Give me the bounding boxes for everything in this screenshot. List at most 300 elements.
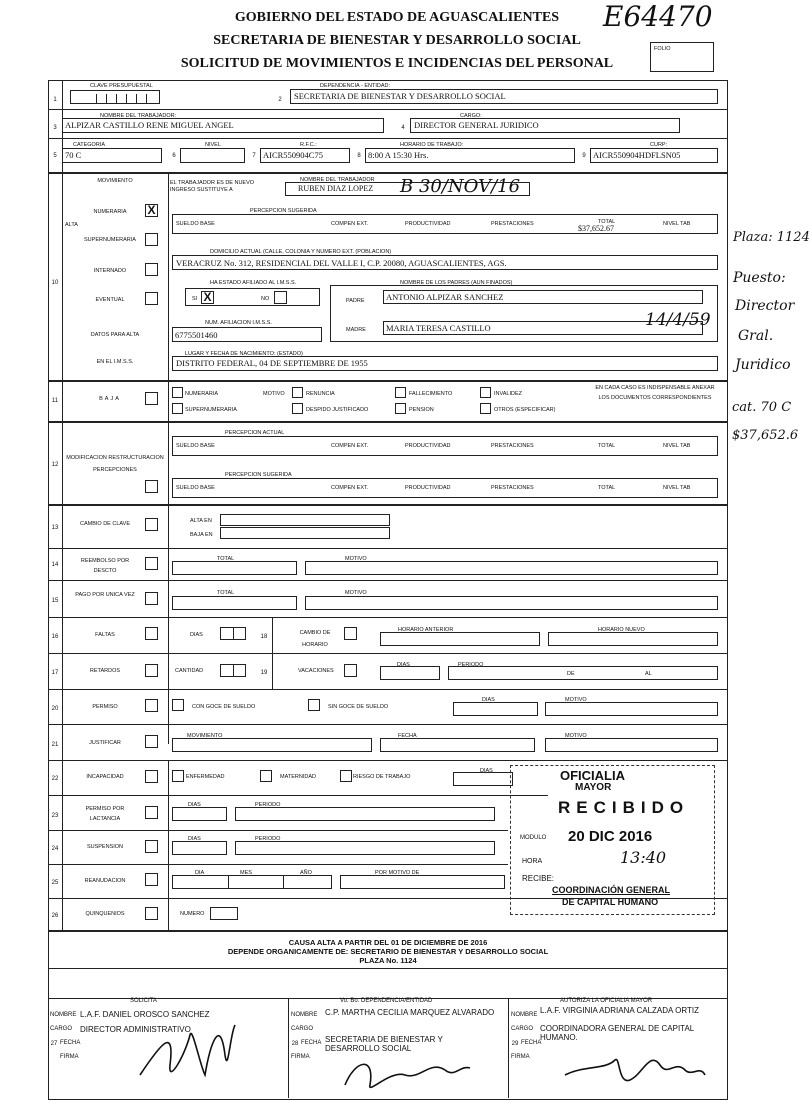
- divider: [48, 138, 728, 139]
- cargo-field[interactable]: [410, 118, 680, 133]
- faltas-dias-field[interactable]: [220, 627, 246, 640]
- cambio-horario-label: CAMBIO DE HORARIO: [299, 630, 331, 648]
- percepcion-sugerida-box[interactable]: [172, 214, 718, 234]
- stamp-recibe: RECIBE:: [522, 874, 555, 883]
- divider: [168, 505, 169, 548]
- divider: [48, 930, 728, 932]
- suspension-dias-label: DIAS: [188, 836, 201, 842]
- stamp-fecha: 20 DIC 2016: [568, 828, 653, 845]
- sueldo-base-label: SUELDO BASE: [176, 485, 215, 491]
- row-num-7: 7: [252, 153, 256, 159]
- permiso-dias-label: DIAS: [482, 697, 495, 703]
- dependencia-value: SECRETARIA DE BIENESTAR Y DESARROLLO SOCIAL: [294, 91, 506, 101]
- row-num-12: 12: [51, 462, 59, 468]
- causa-line1: CAUSA ALTA A PARTIR DEL 01 DE DICIEMBRE DE 2016: [288, 938, 488, 947]
- curp-field[interactable]: [590, 148, 718, 163]
- incapacidad-label: INCAPACIDAD: [86, 774, 124, 780]
- side-note-juridico: Juridico: [735, 357, 791, 373]
- suspension-periodo-field[interactable]: [235, 841, 495, 855]
- row-num-10: 10: [51, 280, 59, 286]
- permiso-dias-field[interactable]: [453, 702, 538, 716]
- sueldo-base-label: SUELDO BASE: [176, 443, 215, 449]
- reanudacion-fecha-field[interactable]: [172, 875, 332, 889]
- divider: [48, 724, 728, 725]
- percepcion-sugerida-12-box[interactable]: [172, 478, 718, 498]
- row-num-1: 1: [53, 97, 57, 103]
- lactancia-label: PERMISO POR LACTANCIA: [85, 806, 125, 822]
- cambio-clave-checkbox[interactable]: [145, 518, 158, 531]
- s3-nombre-label: NOMBRE: [511, 1012, 538, 1018]
- invalidez-label: INVALIDEZ: [494, 391, 523, 397]
- sustituye-handwritten: B 30/NOV/16: [400, 176, 521, 197]
- clave-presupuestal-field[interactable]: [70, 90, 160, 104]
- con-goce-label: CON GOCE DE SUELDO: [192, 704, 256, 710]
- stamp-recibido: RECIBIDO: [558, 798, 690, 817]
- header-line3: SOLICITUD DE MOVIMIENTOS E INCIDENCIAS DEL PERSONAL: [180, 56, 614, 71]
- nombre-label: NOMBRE DEL TRABAJADOR:: [100, 113, 177, 119]
- row-num-18: 18: [260, 634, 268, 640]
- row-num-9: 9: [582, 153, 586, 159]
- rfc-field[interactable]: [260, 148, 350, 163]
- lactancia-periodo-label: PERIODO: [255, 802, 281, 808]
- riesgo-label: RIESGO DE TRABAJO: [353, 774, 411, 780]
- categoria-label: CATEGORIA: [73, 142, 105, 148]
- lactancia-periodo-field[interactable]: [235, 807, 495, 821]
- divider: [48, 504, 728, 506]
- s3-signature: [560, 1035, 710, 1095]
- divider: [168, 172, 169, 384]
- modificacion-label: MODIFICACION RESTRUCTURACION PERCEPCIONES: [66, 455, 164, 473]
- faltas-dias-label: DIAS: [190, 632, 203, 638]
- lactancia-dias-field[interactable]: [172, 807, 227, 821]
- dependencia-field[interactable]: [290, 89, 718, 104]
- percepcion-actual-label: PERCEPCION ACTUAL: [225, 430, 285, 436]
- row-num-22: 22: [51, 776, 59, 782]
- s1-nombre-value: L.A.F. DANIEL OROSCO SANCHEZ: [80, 1010, 210, 1019]
- horario-nuevo-field[interactable]: [548, 632, 718, 646]
- reembolso-motivo-field[interactable]: [305, 561, 718, 575]
- baja-en-field[interactable]: [220, 527, 390, 539]
- s1-cargo-value: DIRECTOR ADMINISTRATIVO: [80, 1025, 191, 1034]
- s2-cargo-label: CARGO: [291, 1026, 314, 1032]
- permiso-checkbox[interactable]: [145, 699, 158, 712]
- suspension-checkbox[interactable]: [145, 840, 158, 853]
- supernumeraria-checkbox[interactable]: [145, 233, 158, 246]
- divider: [288, 998, 289, 1098]
- curp-label: CURP:: [650, 142, 668, 148]
- folio-box: [650, 42, 714, 72]
- baja-checkbox[interactable]: [145, 392, 158, 405]
- horario-anterior-label: HORARIO ANTERIOR: [398, 627, 454, 633]
- compen-ext-label: COMPEN EXT.: [331, 443, 369, 449]
- divider: [48, 653, 728, 654]
- justificar-label: JUSTIFICAR: [89, 740, 121, 746]
- s2-firma-label: FIRMA: [291, 1054, 310, 1060]
- afiliacion-label: NUM. AFILIACION I.M.S.S.: [205, 320, 272, 326]
- divider: [48, 172, 728, 174]
- enfermedad-label: ENFERMEDAD: [186, 774, 225, 780]
- maternidad-checkbox[interactable]: [260, 770, 272, 782]
- divider: [272, 653, 273, 689]
- s3-nombre-value: L.A.F. VIRGINIA ADRIANA CALZADA ORTIZ: [540, 1006, 700, 1015]
- pago-motivo-field[interactable]: [305, 596, 718, 610]
- alta-en-field[interactable]: [220, 514, 390, 526]
- clave-label: CLAVE PRESUPUESTAL: [90, 83, 153, 89]
- baja-motivo-label: MOTIVO: [263, 391, 285, 397]
- row-num-24: 24: [51, 846, 59, 852]
- pension-label: PENSION: [409, 407, 434, 413]
- suspension-periodo-label: PERIODO: [255, 836, 281, 842]
- cargo-value: DIRECTOR GENERAL JURIDICO: [414, 120, 539, 130]
- prestaciones-label: PRESTACIONES: [491, 221, 534, 227]
- divider: [272, 617, 273, 653]
- causa-line3: PLAZA No. 1124: [359, 956, 417, 965]
- divider: [48, 380, 728, 382]
- domicilio-value: VERACRUZ No. 312, RESIDENCIAL DEL VALLE I, C.P. 20080, AGUASCALIENTES, AGS.: [176, 258, 507, 268]
- divider: [48, 689, 728, 690]
- por-motivo-field[interactable]: [340, 875, 505, 889]
- incapacidad-checkbox[interactable]: [145, 770, 158, 783]
- datos-alta-label: DATOS PARA ALTA: [90, 332, 140, 338]
- sin-goce-checkbox[interactable]: [308, 699, 320, 711]
- reembolso-checkbox[interactable]: [145, 557, 158, 570]
- maternidad-label: MATERNIDAD: [280, 774, 316, 780]
- retardos-checkbox[interactable]: [145, 664, 158, 677]
- divider: [48, 421, 728, 423]
- modificacion-checkbox[interactable]: [145, 480, 158, 493]
- justificar-checkbox[interactable]: [145, 735, 158, 748]
- dependencia-label: DEPENDENCIA - ENTIDAD:: [320, 83, 390, 89]
- prestaciones-label: PRESTACIONES: [491, 485, 534, 491]
- stamp-line2: MAYOR: [575, 782, 612, 793]
- folio-handwritten: E64470: [603, 0, 713, 33]
- divider: [48, 548, 728, 549]
- folio-label: FOLIO: [654, 46, 671, 52]
- madre-handwritten: 14/4/59: [645, 310, 711, 330]
- mes-label: MES: [240, 870, 252, 876]
- horario-value: 8:00 A 15:30 Hrs.: [368, 150, 429, 160]
- row-num-23: 23: [51, 813, 59, 819]
- side-note-total: $37,652.6: [732, 428, 799, 443]
- rfc-label: R.F.C.:: [300, 142, 317, 148]
- categoria-value: 70 C: [65, 150, 82, 160]
- al-label: AL: [645, 671, 652, 677]
- row-num-4: 4: [401, 125, 405, 131]
- nacimiento-label: LUGAR Y FECHA DE NACIMIENTO: (ESTADO): [185, 351, 303, 357]
- incapacidad-dias-field[interactable]: [453, 772, 513, 786]
- vobo-title: Vo. Bo. DEPENDENCIA/ENTIDAD: [340, 998, 433, 1004]
- divider: [168, 760, 169, 932]
- afiliacion-field[interactable]: [172, 327, 322, 342]
- otros-checkbox[interactable]: [480, 403, 491, 414]
- imss-si-no-box: [185, 288, 320, 306]
- row-num-26: 26: [51, 913, 59, 919]
- ano-label: AÑO: [300, 870, 312, 876]
- divider: [48, 760, 728, 761]
- divider: [48, 795, 548, 796]
- s3-fecha-label: FECHA: [521, 1040, 542, 1046]
- baja-numeraria-label: NUMERARIA: [185, 391, 219, 397]
- s3-firma-label: FIRMA: [511, 1054, 530, 1060]
- divider: [48, 864, 508, 865]
- justificar-movimiento-field[interactable]: [172, 738, 372, 752]
- faltas-checkbox[interactable]: [145, 627, 158, 640]
- no-checkbox[interactable]: [274, 291, 287, 304]
- supernumeraria-label: SUPERNUMERARIA: [84, 237, 136, 243]
- productividad-label: PRODUCTIVIDAD: [405, 443, 451, 449]
- enfermedad-checkbox[interactable]: [172, 770, 184, 782]
- vacaciones-periodo-label: PERIODO: [458, 662, 484, 668]
- row-num-17: 17: [51, 670, 59, 676]
- numeraria-label: NUMERARIA: [93, 209, 127, 215]
- justificar-motivo-label: MOTIVO: [565, 733, 587, 739]
- row-num-3: 3: [53, 125, 57, 131]
- s1-nombre-label: NOMBRE: [50, 1012, 77, 1018]
- invalidez-checkbox[interactable]: [480, 387, 491, 398]
- s1-fecha-label: FECHA: [60, 1040, 81, 1046]
- pago-unica-checkbox[interactable]: [145, 592, 158, 605]
- fallecimiento-label: FALLECIMIENTO: [409, 391, 453, 397]
- nacimiento-field[interactable]: [172, 356, 718, 371]
- renuncia-label: RENUNCIA: [306, 391, 335, 397]
- ha-estado-label: HA ESTADO AFILIADO AL I.M.S.S.: [210, 280, 297, 286]
- rfc-value: AICR550904C75: [263, 150, 323, 160]
- divider: [508, 998, 509, 1098]
- nombre-field[interactable]: [62, 118, 384, 133]
- stamp-coord2: DE CAPITAL HUMANO: [562, 897, 659, 907]
- row-num-21: 21: [51, 742, 59, 748]
- baja-numeraria-checkbox[interactable]: [172, 387, 183, 398]
- no-label: NO: [261, 296, 270, 302]
- despido-checkbox[interactable]: [292, 403, 303, 414]
- horario-nuevo-label: HORARIO NUEVO: [598, 627, 645, 633]
- alta-label: ALTA: [65, 222, 78, 228]
- lactancia-checkbox[interactable]: [145, 806, 158, 819]
- row-num-6: 6: [172, 153, 176, 159]
- vacaciones-periodo-field[interactable]: [448, 666, 718, 680]
- row-num-11: 11: [51, 398, 59, 404]
- domicilio-field[interactable]: [172, 255, 718, 270]
- faltas-label: FALTAS: [95, 632, 115, 638]
- compen-ext-label: COMPEN EXT.: [331, 221, 369, 227]
- vacaciones-dias-label: DIAS: [397, 662, 410, 668]
- reembolso-total-field[interactable]: [172, 561, 297, 575]
- curp-value: AICR550904HDFLSN05: [593, 150, 681, 160]
- quinquenios-checkbox[interactable]: [145, 907, 158, 920]
- row-num-14: 14: [51, 562, 59, 568]
- incapacidad-dias-label: DIAS: [480, 768, 493, 774]
- side-note-gral: Gral.: [738, 328, 774, 344]
- horario-anterior-field[interactable]: [380, 632, 540, 646]
- productividad-label: PRODUCTIVIDAD: [405, 485, 451, 491]
- s2-nombre-value: C.P. MARTHA CECILIA MARQUEZ ALVARADO: [325, 1008, 495, 1017]
- total-label: TOTAL: [598, 485, 616, 491]
- nombre-trabajador-label: NOMBRE DEL TRABAJADOR: [300, 177, 375, 183]
- stamp-coord1: COORDINACIÓN GENERAL: [552, 885, 671, 895]
- cargo-label: CARGO:: [460, 113, 482, 119]
- justificar-fecha-field[interactable]: [380, 738, 535, 752]
- reanudacion-label: REANUDACION: [84, 878, 126, 884]
- baja-supernumeraria-checkbox[interactable]: [172, 403, 183, 414]
- baja-nota: EN CADA CASO ES INDISPENSABLE ANEXAR LOS DOCUMENTOS CORRESPONDIENTES: [595, 385, 715, 401]
- en-imss-label: EN EL I.M.S.S.: [96, 359, 134, 365]
- justificar-movimiento-label: MOVIMIENTO: [187, 733, 223, 739]
- row-num-25: 25: [51, 880, 59, 886]
- compen-ext-label: COMPEN EXT.: [331, 485, 369, 491]
- eventual-label: EVENTUAL: [95, 297, 125, 303]
- dia-label: DIA: [195, 870, 205, 876]
- autoriza-title: AUTORIZA LA OFICIALIA MAYOR: [560, 998, 653, 1004]
- suspension-dias-field[interactable]: [172, 841, 227, 855]
- padre-value: ANTONIO ALPIZAR SANCHEZ: [386, 292, 504, 302]
- total-label: TOTAL: [598, 443, 616, 449]
- nivel-field[interactable]: [180, 148, 245, 163]
- vacaciones-dias-field[interactable]: [380, 666, 440, 680]
- row-num-29: 29: [511, 1041, 519, 1047]
- horario-field[interactable]: [365, 148, 575, 163]
- cambio-clave-label: CAMBIO DE CLAVE: [79, 521, 131, 527]
- internado-label: INTERNADO: [93, 268, 127, 274]
- side-note-cat: cat. 70 C: [732, 400, 792, 415]
- numeraria-checkbox[interactable]: X: [145, 204, 158, 217]
- pago-total-label: TOTAL: [217, 590, 235, 596]
- fallecimiento-checkbox[interactable]: [395, 387, 406, 398]
- suspension-label: SUSPENSION: [86, 844, 124, 850]
- pago-motivo-label: MOTIVO: [345, 590, 367, 596]
- stamp-hora-handwritten: 13:40: [620, 848, 667, 867]
- s1-cargo-label: CARGO: [50, 1026, 73, 1032]
- prestaciones-label: PRESTACIONES: [491, 443, 534, 449]
- de-label: DE: [567, 671, 575, 677]
- s2-fecha-label: FECHA: [301, 1040, 322, 1046]
- side-note-director: Director: [735, 298, 795, 314]
- baja-label: BAJA: [99, 396, 121, 402]
- quinquenios-label: QUINQUENIOS: [85, 911, 125, 917]
- madre-label: MADRE: [346, 327, 366, 333]
- nombre-value: ALPIZAR CASTILLO RENE MIGUEL ANGEL: [65, 120, 234, 130]
- divider: [48, 580, 728, 581]
- divider: [168, 422, 169, 504]
- numero-label: NUMERO: [180, 911, 205, 917]
- movimiento-label: MOVIMIENTO: [97, 178, 133, 184]
- nivel-label: NIVEL: [205, 142, 221, 148]
- reembolso-total-label: TOTAL: [217, 556, 235, 562]
- s2-nombre-label: NOMBRE: [291, 1012, 318, 1018]
- header-line1: GOBIERNO DEL ESTADO DE AGUASCALIENTES: [234, 10, 560, 25]
- permiso-motivo-label: MOTIVO: [565, 697, 587, 703]
- cantidad-field[interactable]: [220, 664, 246, 677]
- divider: [168, 381, 169, 421]
- divider: [48, 968, 728, 969]
- divider: [168, 548, 169, 744]
- s3-cargo-label: CARGO: [511, 1026, 534, 1032]
- row-num-5: 5: [53, 153, 57, 159]
- retardos-label: RETARDOS: [89, 668, 121, 674]
- causa-line2: DEPENDE ORGANICAMENTE DE: SECRETARIO DE BIENESTAR Y DESARROLLO SOCIAL: [227, 947, 549, 956]
- permiso-label: PERMISO: [92, 704, 118, 710]
- row-num-27: 27: [50, 1041, 58, 1047]
- lactancia-dias-label: DIAS: [188, 802, 201, 808]
- row-num-20: 20: [51, 706, 59, 712]
- percepcion-sugerida-12-label: PERCEPCION SUGERIDA: [225, 472, 292, 478]
- vacaciones-checkbox[interactable]: [344, 664, 357, 677]
- row-num-8: 8: [357, 153, 361, 159]
- row-num-15: 15: [51, 598, 59, 604]
- internado-checkbox[interactable]: [145, 263, 158, 276]
- eventual-checkbox[interactable]: [145, 292, 158, 305]
- s3-cargo-value: COORDINADORA GENERAL DE CAPITAL HUMANO.: [540, 1024, 694, 1042]
- alta-en-label: ALTA EN: [190, 518, 212, 524]
- despido-label: DESPIDO JUSTIFICADO: [306, 407, 369, 413]
- baja-supernumeraria-label: SUPERNUMERARIA: [185, 407, 237, 413]
- pension-checkbox[interactable]: [395, 403, 406, 414]
- stamp-line1: OFICIALIA: [560, 768, 625, 783]
- total-label: TOTAL: [598, 219, 616, 225]
- madre-value: MARIA TERESA CASTILLO: [386, 323, 491, 333]
- row-num-28: 28: [291, 1041, 299, 1047]
- productividad-label: PRODUCTIVIDAD: [405, 221, 451, 227]
- cambio-horario-checkbox[interactable]: [344, 627, 357, 640]
- percepcion-actual-box[interactable]: [172, 436, 718, 456]
- divider: [48, 830, 508, 831]
- vacaciones-label: VACACIONES: [298, 668, 334, 674]
- si-checkbox[interactable]: X: [201, 291, 214, 304]
- permiso-motivo-field[interactable]: [545, 702, 718, 716]
- row-num-19: 19: [260, 670, 268, 676]
- divider: [48, 109, 728, 110]
- justificar-fecha-label: FECHA: [398, 733, 417, 739]
- pago-total-field[interactable]: [172, 596, 297, 610]
- padre-field[interactable]: [383, 290, 703, 304]
- categoria-field[interactable]: [62, 148, 162, 163]
- con-goce-checkbox[interactable]: [172, 699, 184, 711]
- row-num-2: 2: [278, 97, 282, 103]
- quinquenios-numero-field[interactable]: [210, 907, 238, 920]
- sin-goce-label: SIN GOCE DE SUELDO: [328, 704, 389, 710]
- percepcion-sugerida-label: PERCEPCION SUGERIDA: [250, 208, 317, 214]
- padre-label: PADRE: [346, 298, 365, 304]
- nacimiento-value: DISTRITO FEDERAL, 04 DE SEPTIEMBRE DE 1955: [176, 358, 368, 368]
- renuncia-checkbox[interactable]: [292, 387, 303, 398]
- justificar-motivo-field[interactable]: [545, 738, 718, 752]
- sueldo-base-label: SUELDO BASE: [176, 221, 215, 227]
- side-note-puesto: Puesto:: [733, 270, 786, 286]
- nivel-tab-label: NIVEL TAB: [663, 443, 691, 449]
- pago-unica-label: PAGO POR UNICA VEZ: [75, 592, 135, 598]
- otros-label: OTROS (ESPECIFICAR): [494, 407, 556, 413]
- stamp-hora: HORA: [522, 858, 543, 865]
- s2-cargo-value: SECRETARIA DE BIENESTAR Y DESARROLLO SOCIAL: [325, 1035, 443, 1053]
- s2-signature: [335, 1040, 475, 1098]
- reembolso-motivo-label: MOTIVO: [345, 556, 367, 562]
- horario-label: HORARIO DE TRABAJO:: [400, 142, 464, 148]
- total-value: $37,652.67: [578, 224, 614, 233]
- por-motivo-label: POR MOTIVO DE: [375, 870, 420, 876]
- domicilio-label: DOMICILIO ACTUAL (CALLE, COLONIA Y NUMERO EXT. (POBLACION): [210, 249, 392, 255]
- causa-block: [48, 938, 728, 965]
- cantidad-label: CANTIDAD: [175, 668, 204, 674]
- reanudacion-checkbox[interactable]: [145, 873, 158, 886]
- solicita-title: SOLICITA: [130, 998, 157, 1004]
- padres-label: NOMBRE DE LOS PADRES (AUN FINADOS): [400, 280, 513, 286]
- row-num-16: 16: [51, 634, 59, 640]
- si-label: SI: [192, 296, 198, 302]
- side-note-plaza: Plaza: 1124: [733, 230, 810, 245]
- sustituye-value: RUBEN DIAZ LOPEZ: [298, 184, 374, 193]
- divider: [48, 617, 728, 618]
- stamp-modulo: MODULO: [520, 835, 547, 841]
- riesgo-checkbox[interactable]: [340, 770, 352, 782]
